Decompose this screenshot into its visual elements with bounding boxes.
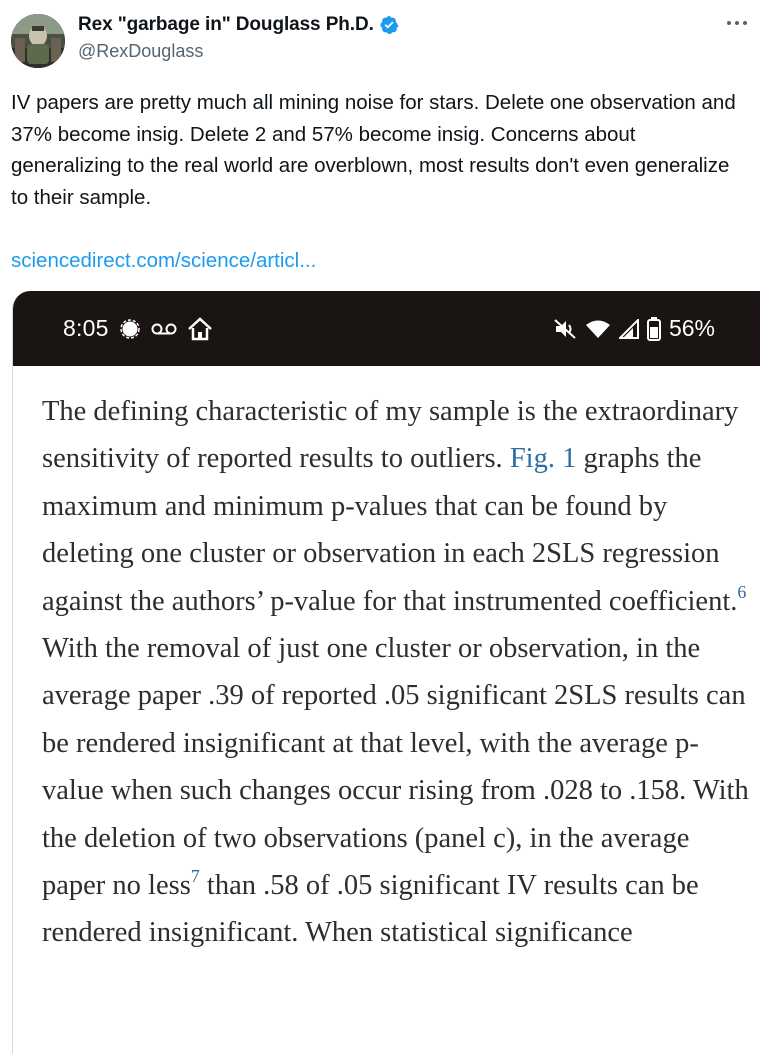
author-name[interactable]: Rex "garbage in" Douglass Ph.D. bbox=[78, 14, 374, 35]
figure-reference-link[interactable]: Fig. 1 bbox=[509, 443, 577, 475]
more-options-icon[interactable] bbox=[723, 12, 751, 34]
article-paragraph bbox=[42, 388, 752, 957]
media-screenshot[interactable] bbox=[12, 291, 760, 1054]
phone-status-bar bbox=[13, 291, 760, 366]
text-p2: graphs the maximum and minimum p-values that can be found by deleting one cluster or observation in each 2SLS regression against the authors’ p-value for that instrumented coefficient. bbox=[42, 443, 738, 617]
wifi-icon bbox=[585, 319, 611, 339]
tweet-header bbox=[11, 8, 751, 68]
voicemail-icon bbox=[151, 322, 177, 336]
status-right bbox=[553, 315, 715, 342]
verified-badge-icon bbox=[379, 15, 399, 35]
author-handle[interactable]: @RexDouglass bbox=[78, 41, 204, 61]
home-icon bbox=[187, 317, 213, 341]
article-excerpt bbox=[42, 388, 752, 957]
tweet-body: IV papers are pretty much all mining noise for stars. Delete one observation and 37% become insig. Delete 2 and 57% become insig. Concerns about generalizing to the real world are overblown, most results don't even generalize to their sample. bbox=[11, 91, 736, 209]
tweet-text bbox=[11, 87, 751, 213]
tweet-link[interactable]: sciencedirect.com/science/articl... bbox=[11, 249, 317, 272]
avatar[interactable] bbox=[11, 14, 65, 68]
author-name-row bbox=[78, 14, 399, 36]
battery-percent: 56% bbox=[668, 315, 715, 341]
footnote-7-link[interactable]: 7 bbox=[190, 866, 200, 887]
text-p3: With the removal of just one cluster or observation, in the average paper .39 of reported .05 significant 2SLS results can be rendered insignificant at that level, with the average p-value when such changes occur rising from .028 to .158. With the deletion of two observations (panel c), in the average paper no less bbox=[42, 633, 749, 902]
signal-icon bbox=[619, 319, 639, 339]
footnote-6-link[interactable]: 6 bbox=[737, 581, 747, 602]
chat-bubble-icon bbox=[119, 318, 141, 340]
text-p1: The defining characteristic of my sample is the extraordinary sensitivity of reported results to outliers. bbox=[42, 396, 739, 475]
avatar-photo-icon bbox=[11, 14, 65, 68]
mute-icon bbox=[553, 318, 577, 340]
text-p4: than .58 of .05 significant IV results can be rendered insignificant. When statistical significance bbox=[42, 870, 699, 949]
status-time: 8:05 bbox=[63, 315, 109, 341]
status-left bbox=[63, 315, 213, 342]
battery-icon bbox=[647, 317, 661, 341]
